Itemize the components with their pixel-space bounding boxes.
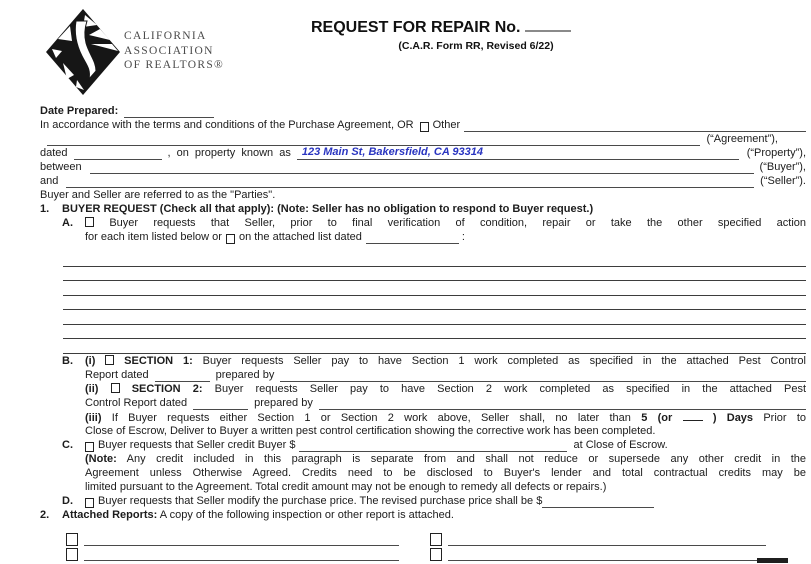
item-b-i-num: (i) [85,354,96,367]
modify-price-checkbox[interactable] [85,498,94,508]
item-b-ii-text: Buyer requests Seller pay to have Section 2 work completed as specified in the attached Pest [214,382,807,395]
logo-line-2: ASSOCIATION [124,44,214,57]
blank-writing-line[interactable] [63,267,806,282]
between-label: between [40,161,82,173]
item-a-line2-after: on the attached list dated [238,231,362,243]
agreement-blank[interactable] [47,134,700,146]
section1-number: 1. [40,203,50,215]
days-blank[interactable] [683,410,703,421]
blank-writing-line[interactable] [63,281,806,296]
section2-heading-bold: Attached Reports: [62,508,158,521]
report-checkbox-2[interactable] [430,533,442,546]
other-label: Other [432,119,461,131]
date-prepared-label: Date Prepared: [40,105,119,117]
agreement-suffix: (“Agreement”), [706,133,778,145]
prepared-by-blank-2[interactable] [319,398,806,410]
attached-list-date-blank[interactable] [366,232,459,244]
item-d [40,494,806,508]
blank-writing-line[interactable] [63,252,806,267]
report-checkbox-1[interactable] [66,533,78,546]
item-b-iii-num: (iii) [85,411,102,424]
item-a [40,216,806,244]
item-c-note-bold: (Note: [85,452,117,465]
item-b-iii-bold1: 5 (or [641,411,673,424]
credit-checkbox[interactable] [85,442,94,452]
cutoff-element [757,558,788,563]
report-checkbox-4[interactable] [430,548,442,561]
writing-lines [40,252,806,354]
seller-suffix: (“Seller”). [760,175,806,187]
dated-label: dated [40,147,68,159]
prepared-by-label-1: prepared by [215,368,275,381]
buyer-suffix: (“Buyer”), [759,161,806,173]
report-date-blank-1[interactable] [155,370,210,382]
item-a-checkbox[interactable] [85,217,94,227]
item-c [40,438,806,494]
logo-line-3: OF REALTORS® [124,59,225,71]
item-c-note-line2: Agreement unless Otherwise Agreed. Credits need to be disclosed to Buyer's lender and total contractual credits may be [85,466,806,479]
item-a-line2-before: for each item listed below or [85,231,222,243]
item-b-iii-text2: Prior to [763,411,806,424]
item-b-i-text: Buyer requests Seller pay to have Section 1 work completed as specified in the attached Pest Control [202,354,806,367]
property-address-field[interactable] [297,146,739,160]
item-c-note-line1: Any credit included in this paragraph is separate from and shall not reduce or supersede any other credit in the [126,452,806,465]
item-d-text: Buyer requests that Seller modify the purchase price. The revised purchase price shall be $ [98,494,543,507]
property-suffix: (“Property”), [746,147,806,159]
item-b-ii-num: (ii) [85,382,99,395]
form-title: REQUEST FOR REPAIR No. [311,19,521,36]
blank-writing-line[interactable] [63,325,806,340]
report-date-blank-2[interactable] [193,398,248,410]
other-blank[interactable] [464,120,806,132]
item-b-i-line2-lead: Report dated [85,368,149,381]
form-subtitle: (C.A.R. Form RR, Revised 6/22) [398,40,554,52]
logo-line-1: CALIFORNIA [124,30,207,42]
item-c-label: C. [62,438,73,451]
section2-number: 2. [40,508,50,521]
other-checkbox[interactable] [420,122,429,132]
dated-blank[interactable] [74,148,162,160]
item-b-iii-line2: Close of Escrow, Deliver to Buyer a written pest control certification showing the corrective work has been completed. [85,424,656,437]
section1-work-checkbox[interactable] [105,355,114,365]
blank-writing-line[interactable] [63,339,806,354]
report-name-blank-1[interactable] [84,534,399,546]
intro-line1-text: In accordance with the terms and conditions of the Purchase Agreement, OR [40,119,414,131]
prepared-by-blank-1[interactable] [280,370,806,382]
blank-writing-line[interactable] [63,296,806,311]
item-b-iii-text1: If Buyer requests either Section 1 or Section 2 work above, Seller shall, no later than [111,411,631,424]
blank-writing-line[interactable] [63,310,806,325]
section2-work-checkbox[interactable] [111,383,120,393]
seller-blank[interactable] [66,176,754,188]
attached-reports-grid [40,532,806,561]
item-b-ii-bold: SECTION 2: [131,382,203,395]
item-c-line1-after: at Close of Escrow. [573,438,668,451]
buyer-blank[interactable] [90,162,754,174]
item-a-colon: : [461,231,465,243]
item-b-i-bold: SECTION 1: [124,354,193,367]
credit-amount-blank[interactable] [299,440,567,452]
report-checkbox-3[interactable] [66,548,78,561]
section1-heading: BUYER REQUEST (Check all that apply): (Note: Seller has no obligation to respond to Buyer request.) [62,203,594,215]
date-prepared-blank[interactable] [124,106,214,118]
item-b [40,354,806,438]
property-lead: , on property known as [167,147,291,159]
item-c-line1-before: Buyer requests that Seller credit Buyer $ [98,438,296,451]
item-b-iii-bold2: ) Days [712,411,754,424]
item-b-label: B. [62,354,73,367]
item-a-label: A. [62,217,73,229]
report-name-blank-4[interactable] [448,549,766,561]
item-b-ii-line2-lead: Control Report dated [85,396,188,409]
revised-price-blank[interactable] [542,496,654,508]
report-name-blank-3[interactable] [84,549,399,561]
attached-list-checkbox[interactable] [226,234,235,244]
and-label: and [40,175,59,187]
prepared-by-label-2: prepared by [254,396,313,409]
section2 [40,508,806,522]
item-a-line1: Buyer requests that Seller, prior to final verification of condition, repair or take the other specified action [109,217,806,229]
parties-line: Buyer and Seller are referred to as the "Parties". [40,189,276,201]
report-name-blank-2[interactable] [448,534,766,546]
section2-heading-rest: A copy of the following inspection or other report is attached. [159,508,454,521]
item-d-label: D. [62,494,73,507]
item-c-note-line3: limited pursuant to the Agreement. Total credit amount may not be enough to remedy all defects or repairs.) [85,480,607,493]
property-address-value: 123 Main St, Bakersfield, CA 93314 [301,146,484,158]
